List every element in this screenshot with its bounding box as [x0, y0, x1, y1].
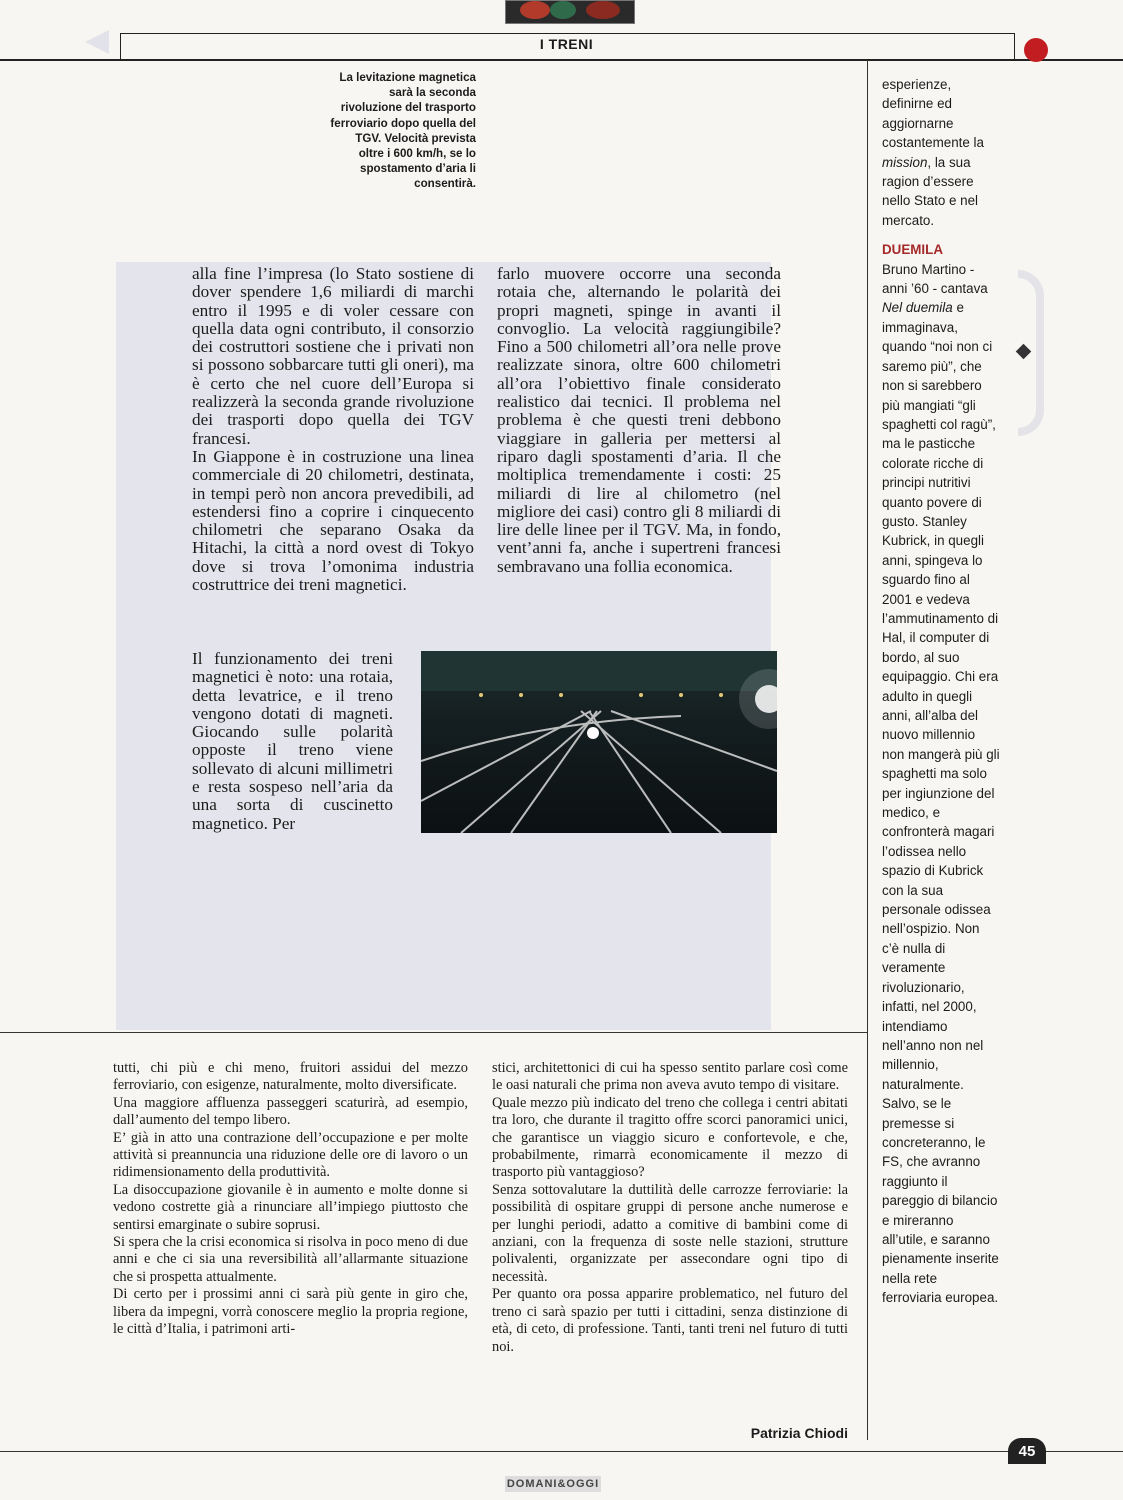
paragraph: Per quanto ora possa apparire problematico, nel futuro del treno ci sarà spazio per tutti i cittadini, senza distinzione di età, di ceto, di professione. Tanti, tanti treni nel futuro di tutti noi. — [492, 1286, 848, 1355]
paragraph: Si spera che la crisi economica si risolva in poco meno di due anni e che ci sia una reversibilità all’allarmante situazione che si prospetta attualmente. — [113, 1234, 468, 1285]
red-dot-icon — [1024, 38, 1048, 62]
rail-tracks-photo — [421, 651, 777, 833]
sidebar-intro: esperienze, definirne ed aggiornarne costantemente la mission, la sua ragion d’essere nello Stato e nel mercato. — [882, 77, 984, 228]
section-divider — [0, 1032, 867, 1033]
article-column-2 — [497, 265, 781, 576]
bottom-column-2 — [492, 1060, 848, 1356]
paragraph: La disoccupazione giovanile è in aumento e molte donne si vedono costrette già a rinunciare all’impiego piuttosto che sentirsi emarginate o subire soprusi. — [113, 1181, 468, 1233]
sidebar-body: Bruno Martino - anni ’60 - cantava Nel duemila e immaginava, quando “noi non ci saremo più”, che non si sarebbero più mangiati “gli spaghetti col ragù”, ma le pasticche colorate ricche di principi nutritivi quanto povere di gusto. Stanley Kubrick, in quegli anni, spingeva lo sguardo fino al 2001 e vedeva l’ammutinamento di Hal, il computer di bordo, al suo equipaggio. Chi era adulto in quegli anni, all’alba del nuovo millennio non mangerà più gli spaghetti ma solo per ingiunzione del medico, e confronterà magari l’odissea nello spazio di Kubrick con la sua personale odissea nell’ospizio. Non c’è nulla di veramente rivoluzionario, infatti, nel 2000, intendiamo nell’anno non nel millennio, naturalmente. Salvo, se le premesse si concreteranno, le FS, che avranno raggiunto il pareggio di bilancio e mireranno all’utile, e saranno pienamente inserite nella rete ferroviaria europea. — [882, 261, 1000, 1306]
column-divider — [867, 60, 868, 1440]
author-name: Patrizia Chiodi — [750, 1425, 848, 1441]
header-rule — [0, 59, 1123, 61]
photo-caption: La levitazione magnetica sarà la seconda rivoluzione del trasporto ferroviario dopo quella del TGV. Velocità prevista oltre i 600 km/h, se lo spostamento d’aria li consentirà. — [330, 71, 476, 191]
sidebar-heading: DUEMILA — [882, 242, 943, 258]
rail-tracks-illustration — [421, 651, 777, 833]
section-title: I TRENI — [539, 36, 594, 52]
paragraph: E’ già in atto una contrazione dell’occupazione e per molte attività si preannuncia una riduzione delle ore di lavoro o un ridimensionamento della produttività. — [113, 1129, 468, 1181]
paragraph: Il funzionamento dei treni magnetici è noto: una rotaia, detta levatrice, e il treno vengono dotati di magneti. Giocando sulle polarità opposte il treno viene sollevato di alcuni millimetri e resta sospeso nell’aria da una sorta di cuscinetto magnetico. Per — [192, 649, 393, 833]
paragraph: In Giappone è in costruzione una linea commerciale di 20 chilometri, destinata, in tempi però non ancora prevedibili, ad estendersi fino a coprire i cinquecento chilometri che separano Osaka da Hitachi, la città a nord ovest di Tokyo dove si trova l’omonima industria costruttrice dei treni magnetici. — [192, 446, 474, 595]
page-number: 45 — [1008, 1438, 1046, 1464]
sidebar-column — [882, 75, 1000, 1308]
paragraph: farlo muovere occorre una seconda rotaia che, alternando le polarità dei propri magneti, spinge in avanti il convoglio. La velocità raggiungibile? Fino a 500 chilometri all’ora nelle prove realizzate sinora, oltre 600 chilometri all’ora l’obiettivo finale considerato realistico dai tecnici. Il problema nel problema è che questi treni debbono viaggiare in galleria per mettersi al riparo dagli spostamenti d’aria. Il che moltiplica tremendamente i costi: 25 miliardi di lire al chilometro (nel migliore dei casi) contro gli 8 miliardi di lire delle linee per il TGV. Ma, in fondo, vent’anni fa, anche i supertreni francesi sembravano una follia economica. — [497, 264, 781, 576]
paragraph: Quale mezzo più indicato del treno che collega i centri abitati tra loro, che durante il tragitto offre scorci panoramici unici, che garantisce un viaggio sicuro e confortevole, e che, probabilmente, rimarrà economicamente il mezzo di trasporto più vantaggioso? — [492, 1094, 848, 1181]
footer-rule — [0, 1451, 1123, 1452]
top-thumbnail-image — [505, 0, 635, 24]
bottom-column-1 — [113, 1060, 468, 1339]
paragraph: stici, architettonici di cui ha spesso sentito parlare così come le oasi naturali che prima non aveva avuto tempo di visitare. — [492, 1060, 848, 1094]
paragraph: alla fine l’impresa (lo Stato sostiene di dover spendere 1,6 miliardi di marchi entro il 1995 e di voler cessare con quella data ogni contributo, il consorzio dei costruttori sostiene che i privati non si possono sobbarcare tutti gli oneri), ma è certo che nel cuore dell’Europa si realizzerà la seconda grande rivoluzione dei trasporti dopo quella dei TGV francesi. — [192, 264, 474, 448]
back-arrow-icon — [85, 30, 109, 54]
paragraph: Di certo per i prossimi anni ci sarà più gente in giro che, libera da impegni, vorrà conoscere meglio la propria regione, le città d’Italia, i patrimoni arti- — [113, 1286, 468, 1338]
paragraph: Senza sottovalutare la duttilità delle carrozze ferroviarie: la possibilità di ospitare gruppi di persone anche numerose e per lunghi periodi, adatto a comitive di bambini come di anziani, con la frequenza di soste nelle stazioni, strutture polivalenti, organizzate per assecondare ogni tipo di necessità. — [492, 1181, 848, 1285]
paragraph: tutti, chi più e chi meno, fruitori assidui del mezzo ferroviario, con esigenze, naturalmente, molto diversificate. — [113, 1060, 468, 1094]
article-column-1-continued — [192, 650, 393, 833]
magazine-logo: DOMANI&OGGI — [506, 1478, 600, 1490]
paragraph: Una maggiore affluenza passeggeri scaturirà, ad esempio, dall’aumento del tempo libero. — [113, 1094, 468, 1129]
article-column-1 — [192, 265, 474, 594]
